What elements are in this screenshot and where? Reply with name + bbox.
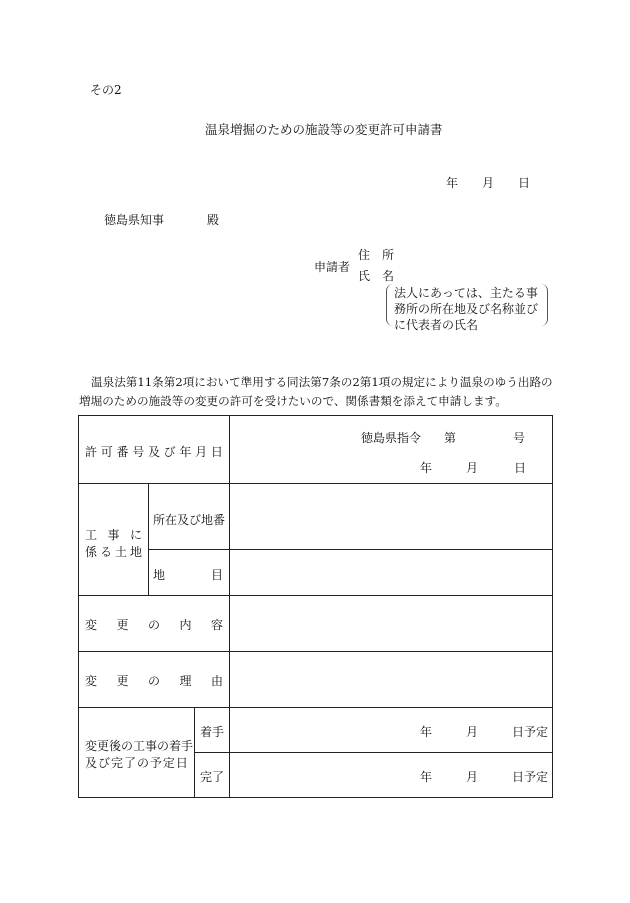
table-rule [148,549,553,550]
table-rule [78,595,553,596]
table-rule [78,707,553,708]
table-rule [78,651,553,652]
corporate-note: 法人にあっては、主たる事 務所の所在地及び名称並び に代表者の氏名 [394,286,539,332]
schedule-label-line-1: 変更後の工事の着手 [85,739,194,753]
permit-label: 許 可 番 号 及 び 年 月 日 [85,445,223,459]
date-month: 月 [482,176,495,190]
applicant-label: 申請者 [314,260,351,274]
permit-year: 年 [420,461,433,475]
table-rule [148,483,149,595]
change-content-label: 変 更 の 内 容 [85,618,223,632]
document-title: 温泉増掘のための施設等の変更許可申請書 [205,122,443,137]
land-label-line-1: 工 事 に [85,528,142,542]
schedule-label-line-2: 及 び 完 了 の 予 定 日 [85,756,188,770]
addressee-name: 徳島県知事 [104,213,165,227]
land-label-line-2: 係 る 土 地 [85,545,142,559]
table-rule [194,752,553,753]
applicant-name-label: 氏 名 [358,269,394,283]
location-label: 所在及び地番 [153,513,226,527]
permit-designation: 徳島県指令 [361,431,422,445]
addressee-honorific: 殿 [207,213,220,227]
section-label: その2 [90,83,122,97]
body-line-2: 増堀のための施設等の変更の許可を受けたいので、関係書類を添えて申請します。 [79,394,507,408]
start-planned-day: 日予定 [512,725,549,739]
table-rule [229,415,230,797]
date-year: 年 [446,176,459,190]
date-day: 日 [518,176,531,190]
start-month: 月 [466,725,479,739]
permit-dai: 第 [444,431,457,445]
permit-go: 号 [513,431,526,445]
end-month: 月 [466,770,479,784]
end-year: 年 [420,770,433,784]
permit-month: 月 [466,461,479,475]
permit-day: 日 [514,461,527,475]
change-reason-label: 変 更 の 理 由 [85,674,223,688]
applicant-address-label: 住 所 [358,248,394,262]
start-year: 年 [420,725,433,739]
body-line-1: 温泉法第11条第2項において準用する同法第7条の2第1項の規定により温泉のゆう出路の [91,375,553,389]
chimoku-label: 地 目 [153,568,223,582]
schedule-end-label: 完了 [200,770,225,784]
end-planned-day: 日予定 [512,770,549,784]
table-rule [194,707,195,797]
table-rule [78,483,553,484]
schedule-start-label: 着手 [200,725,225,739]
